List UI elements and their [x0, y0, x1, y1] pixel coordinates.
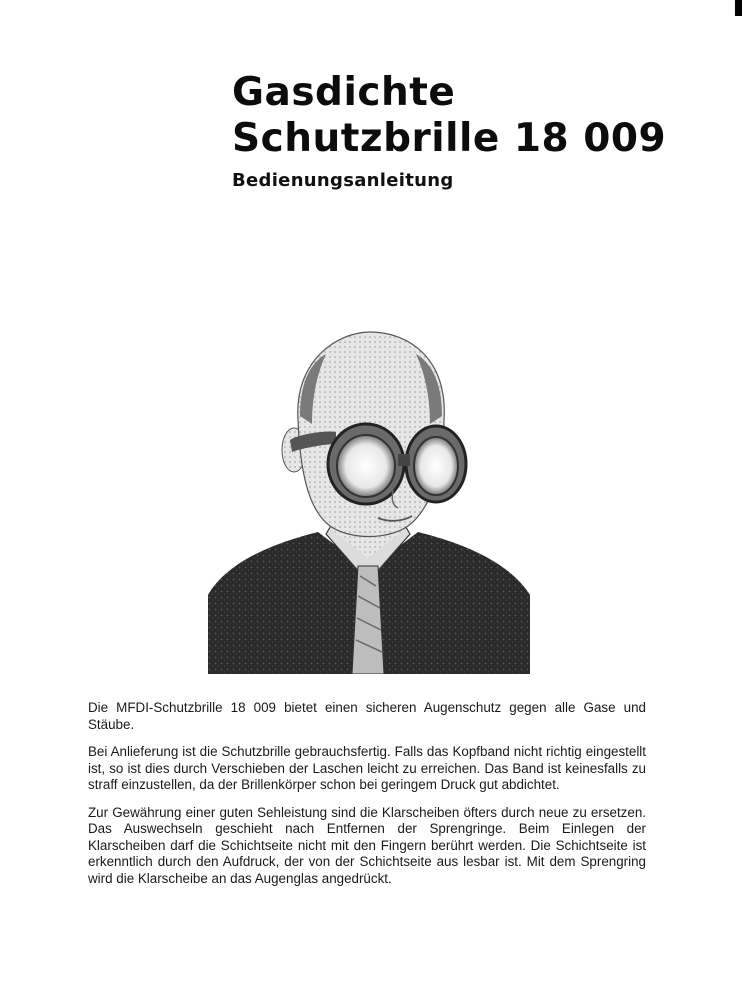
instructions-body: [88, 700, 646, 898]
paragraph-lens-replacement: Zur Gewährung einer guten Sehleistung sind die Klarscheiben öfters durch neue zu ersetzen. Das Auswechseln geschieht nach Entfernen der Sprengringe. Beim Einlegen der Klarscheiben darf die Schichtseite nicht mit den Fingern berührt werden. Die Schichtseite ist erkenntlich durch den Aufdruck, der von der Schichtseite aus lesbar ist. Mit dem Sprengring wird die Klarscheibe an das Augenglas angedrückt.: [88, 804, 646, 886]
document-subtitle: Bedienungsanleitung: [232, 170, 454, 191]
paragraph-intro: Die MFDI-Schutzbrille 18 009 bietet einen sicheren Augenschutz gegen alle Gase und Stäube.: [88, 700, 646, 732]
man-wearing-goggles-illustration: [208, 320, 530, 674]
document-title-line-1: Gasdichte: [232, 70, 456, 115]
scan-edge-mark: [735, 0, 742, 16]
goggles-photo: [208, 320, 530, 674]
paragraph-adjustment: Bei Anlieferung ist die Schutzbrille gebrauchsfertig. Falls das Kopfband nicht richtig eingestellt ist, so ist dies durch Verschieben der Laschen leicht zu erreichen. Das Band ist keinesfalls zu straff einzustellen, da der Brillenkörper schon bei geringem Druck gut abdichtet.: [88, 744, 646, 792]
document-title-line-2: Schutzbrille 18 009: [232, 116, 667, 161]
title-block: [232, 70, 666, 191]
